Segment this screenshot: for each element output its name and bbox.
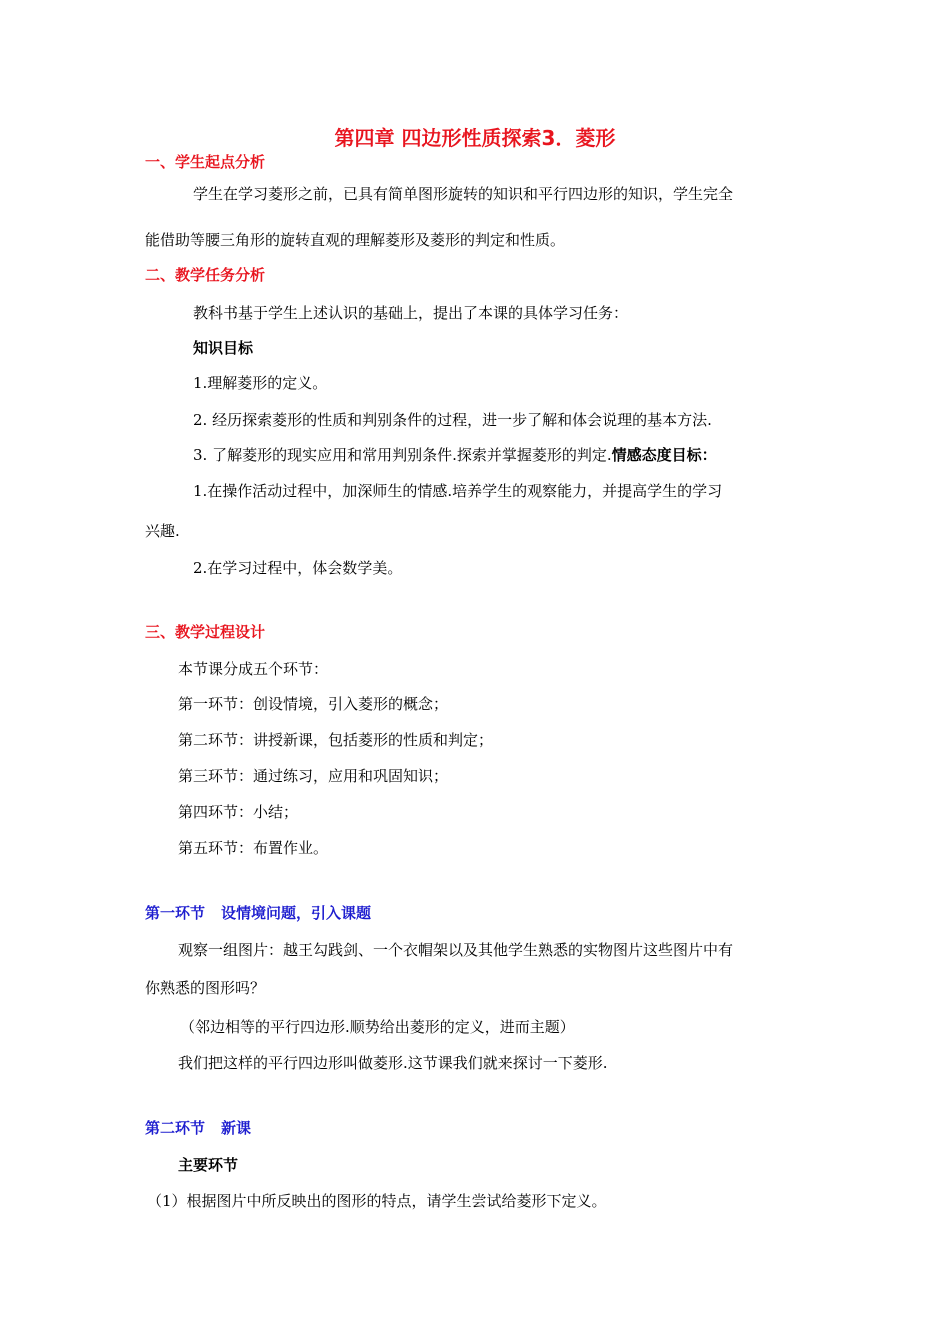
part2-heading-title: 新课 — [221, 1119, 252, 1137]
part1-p2: （邻边相等的平行四边形.顺势给出菱形的定义，进而主题） — [180, 1018, 575, 1036]
part1-heading-title: 设情境问题，引入课题 — [221, 904, 372, 922]
page-title: 第四章 四边形性质探索3．菱形 — [334, 126, 616, 150]
knowledge-item-3-text: 3. 了解菱形的现实应用和常用判别条件.探索并掌握菱形的判定. — [193, 446, 612, 464]
part1-heading — [145, 903, 371, 923]
main-step-heading: 主要环节 — [178, 1156, 239, 1174]
part1-p1-line2: 你熟悉的图形吗？ — [145, 979, 266, 997]
part1-p1-line1: 观察一组图片：越王勾践剑、一个衣帽架以及其他学生熟悉的实物图片这些图片中有 — [178, 941, 734, 959]
step-item: 第四环节：小结； — [178, 803, 299, 821]
part1-p3: 我们把这样的平行四边形叫做菱形.这节课我们就来探讨一下菱形. — [178, 1054, 608, 1072]
section3-intro: 本节课分成五个环节： — [178, 660, 329, 678]
knowledge-heading: 知识目标 — [193, 339, 254, 357]
section2-intro: 教科书基于学生上述认识的基础上，提出了本课的具体学习任务： — [193, 304, 629, 322]
emotion-item-2: 2.在学习过程中，体会数学美。 — [193, 559, 403, 577]
emotion-item-1-line1: 1.在操作活动过程中，加深师生的情感.培养学生的观察能力，并提高学生的学习 — [193, 482, 723, 500]
part2-p1: （1）根据图片中所反映出的图形的特点，请学生尝试给菱形下定义。 — [147, 1192, 607, 1210]
step-item: 第五环节：布置作业。 — [178, 839, 329, 857]
step-item: 第一环节：创设情境，引入菱形的概念； — [178, 695, 449, 713]
part2-heading — [145, 1118, 251, 1138]
section1-line2: 能借助等腰三角形的旋转直观的理解菱形及菱形的判定和性质。 — [145, 231, 566, 249]
knowledge-item-2: 2. 经历探索菱形的性质和判别条件的过程，进一步了解和体会说理的基本方法. — [193, 411, 712, 429]
section3-heading: 三、教学过程设计 — [145, 623, 266, 641]
part2-heading-label: 第二环节 — [145, 1119, 206, 1137]
step-item: 第二环节：讲授新课，包括菱形的性质和判定； — [178, 731, 494, 749]
step-item: 第三环节：通过练习，应用和巩固知识； — [178, 767, 449, 785]
section2-heading: 二、教学任务分析 — [145, 266, 266, 284]
knowledge-item-1: 1.理解菱形的定义。 — [193, 374, 328, 392]
emotion-item-1-line2: 兴趣. — [145, 522, 180, 540]
section1-heading: 一、学生起点分析 — [145, 153, 266, 171]
section1-line1: 学生在学习菱形之前，已具有简单图形旋转的知识和平行四边形的知识，学生完全 — [193, 185, 734, 203]
emotion-heading: 情感态度目标： — [611, 446, 717, 464]
knowledge-item-3 — [193, 445, 717, 465]
part1-heading-label: 第一环节 — [145, 904, 206, 922]
